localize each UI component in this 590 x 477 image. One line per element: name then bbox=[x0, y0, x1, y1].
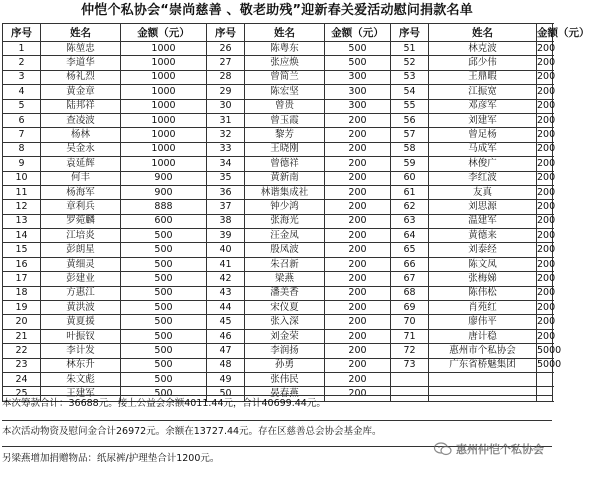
cell-amount: 900 bbox=[121, 185, 207, 199]
watermark-text: 惠州仲恺个私协会 bbox=[456, 443, 544, 456]
table-row bbox=[3, 85, 553, 99]
cell-amount: 1000 bbox=[121, 142, 207, 156]
cell-name: 孙勇 bbox=[245, 358, 325, 372]
cell-name: 友真 bbox=[429, 185, 537, 199]
cell-name: 刘金荣 bbox=[245, 329, 325, 343]
cell-name: 杨海军 bbox=[41, 185, 121, 199]
cell-name: 曾贵 bbox=[245, 99, 325, 113]
cell-no: 45 bbox=[207, 315, 245, 329]
cell-name: 王鼎暇 bbox=[429, 70, 537, 84]
table-row bbox=[3, 99, 553, 113]
cell-no: 9 bbox=[3, 157, 41, 171]
cell-name: 查凌波 bbox=[41, 113, 121, 127]
header-no: 序号 bbox=[3, 24, 41, 42]
summary-expense: 本次活动物资及慰问金合计26972元。余额在13727.44元。存在区慈善总会协会基金库。 bbox=[2, 426, 382, 437]
cell-no: 10 bbox=[3, 171, 41, 185]
cell-amount: 200 bbox=[325, 200, 391, 214]
cell-name: 陆邦祥 bbox=[41, 99, 121, 113]
cell-name: 廖伟平 bbox=[429, 315, 537, 329]
cell-name: 汪金凤 bbox=[245, 229, 325, 243]
table-row bbox=[3, 200, 553, 214]
cell-amount: 200 bbox=[537, 185, 553, 199]
cell-no: 54 bbox=[391, 85, 429, 99]
cell-no: 31 bbox=[207, 113, 245, 127]
cell-no: 59 bbox=[391, 157, 429, 171]
cell-no: 11 bbox=[3, 185, 41, 199]
cell-name: 陈文凤 bbox=[429, 257, 537, 271]
cell-no: 28 bbox=[207, 70, 245, 84]
cell-amount: 200 bbox=[325, 229, 391, 243]
table-header-row bbox=[3, 24, 553, 42]
cell-amount: 200 bbox=[325, 243, 391, 257]
table-row bbox=[3, 128, 553, 142]
cell-amount: 200 bbox=[325, 315, 391, 329]
cell-amount: 500 bbox=[121, 272, 207, 286]
cell-name: 黄新南 bbox=[245, 171, 325, 185]
cell-no: 16 bbox=[3, 257, 41, 271]
cell-name: 惠州市个私协会 bbox=[429, 344, 537, 358]
cell-amount: 300 bbox=[325, 85, 391, 99]
cell-name: 黄金章 bbox=[41, 85, 121, 99]
cell-amount: 5000 bbox=[537, 344, 553, 358]
header-name: 姓名 bbox=[41, 24, 121, 42]
cell-amount: 500 bbox=[121, 358, 207, 372]
cell-amount: 200 bbox=[537, 70, 553, 84]
cell-no: 63 bbox=[391, 214, 429, 228]
cell-no: 37 bbox=[207, 200, 245, 214]
cell-amount: 500 bbox=[325, 42, 391, 56]
cell-no: 43 bbox=[207, 286, 245, 300]
cell-name: 邱少伟 bbox=[429, 56, 537, 70]
header-name: 姓名 bbox=[429, 24, 537, 42]
cell-name: 何丰 bbox=[41, 171, 121, 185]
cell-name: 江培炎 bbox=[41, 229, 121, 243]
watermark bbox=[434, 441, 544, 457]
cell-name bbox=[429, 372, 537, 386]
cell-no: 19 bbox=[3, 301, 41, 315]
table-row bbox=[3, 171, 553, 185]
table-row bbox=[3, 42, 553, 56]
cell-name: 黄夏援 bbox=[41, 315, 121, 329]
cell-no: 49 bbox=[207, 372, 245, 386]
cell-no: 25 bbox=[3, 387, 41, 401]
cell-amount: 300 bbox=[325, 99, 391, 113]
cell-name: 刘思源 bbox=[429, 200, 537, 214]
header-amount: 金额（元） bbox=[537, 24, 553, 42]
cell-no: 7 bbox=[3, 128, 41, 142]
cell-no: 39 bbox=[207, 229, 245, 243]
cell-no: 42 bbox=[207, 272, 245, 286]
table-row bbox=[3, 344, 553, 358]
cell-amount: 200 bbox=[325, 113, 391, 127]
cell-name: 刘泰经 bbox=[429, 243, 537, 257]
divider bbox=[2, 420, 552, 421]
cell-name: 罗菀麟 bbox=[41, 214, 121, 228]
cell-no bbox=[391, 372, 429, 386]
wechat-icon bbox=[434, 442, 452, 456]
cell-amount: 1000 bbox=[121, 42, 207, 56]
cell-no: 62 bbox=[391, 200, 429, 214]
cell-name: 陈粤东 bbox=[245, 42, 325, 56]
cell-amount: 200 bbox=[537, 42, 553, 56]
cell-name: 曾玉霞 bbox=[245, 113, 325, 127]
cell-no: 48 bbox=[207, 358, 245, 372]
cell-no: 61 bbox=[391, 185, 429, 199]
cell-amount: 1000 bbox=[121, 99, 207, 113]
cell-no: 67 bbox=[391, 272, 429, 286]
cell-name: 彭建业 bbox=[41, 272, 121, 286]
cell-amount: 200 bbox=[537, 272, 553, 286]
cell-no: 53 bbox=[391, 70, 429, 84]
cell-amount: 200 bbox=[537, 99, 553, 113]
cell-amount: 500 bbox=[121, 329, 207, 343]
cell-no: 72 bbox=[391, 344, 429, 358]
cell-no: 52 bbox=[391, 56, 429, 70]
cell-name: 黎芳 bbox=[245, 128, 325, 142]
cell-name: 晏春燕 bbox=[245, 387, 325, 401]
cell-name: 肖苑红 bbox=[429, 301, 537, 315]
cell-name: 梁燕 bbox=[245, 272, 325, 286]
cell-no: 46 bbox=[207, 329, 245, 343]
cell-no: 22 bbox=[3, 344, 41, 358]
table-row bbox=[3, 113, 553, 127]
divider bbox=[2, 395, 552, 396]
cell-amount: 200 bbox=[325, 372, 391, 386]
cell-name: 黄细灵 bbox=[41, 257, 121, 271]
cell-no: 6 bbox=[3, 113, 41, 127]
cell-amount: 200 bbox=[537, 157, 553, 171]
table-row bbox=[3, 301, 553, 315]
cell-no: 1 bbox=[3, 42, 41, 56]
cell-name: 李道华 bbox=[41, 56, 121, 70]
cell-amount: 1000 bbox=[121, 85, 207, 99]
cell-no: 18 bbox=[3, 286, 41, 300]
table-row bbox=[3, 229, 553, 243]
cell-name: 温建军 bbox=[429, 214, 537, 228]
cell-amount: 500 bbox=[121, 372, 207, 386]
cell-amount: 200 bbox=[325, 272, 391, 286]
cell-amount: 200 bbox=[325, 387, 391, 401]
cell-amount: 200 bbox=[325, 329, 391, 343]
cell-name: 广东省桥魅集团 bbox=[429, 358, 537, 372]
cell-no: 15 bbox=[3, 243, 41, 257]
table-row bbox=[3, 70, 553, 84]
cell-no: 50 bbox=[207, 387, 245, 401]
cell-amount: 200 bbox=[537, 56, 553, 70]
cell-no: 4 bbox=[3, 85, 41, 99]
cell-no: 5 bbox=[3, 99, 41, 113]
cell-no: 71 bbox=[391, 329, 429, 343]
cell-no: 29 bbox=[207, 85, 245, 99]
cell-no: 33 bbox=[207, 142, 245, 156]
cell-amount: 200 bbox=[537, 113, 553, 127]
cell-name: 曾简兰 bbox=[245, 70, 325, 84]
cell-no: 14 bbox=[3, 229, 41, 243]
cell-amount: 200 bbox=[325, 301, 391, 315]
cell-amount: 200 bbox=[537, 315, 553, 329]
cell-name: 江振宽 bbox=[429, 85, 537, 99]
cell-name: 彭朗星 bbox=[41, 243, 121, 257]
cell-name: 吴金永 bbox=[41, 142, 121, 156]
cell-name: 张海光 bbox=[245, 214, 325, 228]
cell-no: 58 bbox=[391, 142, 429, 156]
cell-name: 方惠江 bbox=[41, 286, 121, 300]
cell-no: 17 bbox=[3, 272, 41, 286]
cell-no: 12 bbox=[3, 200, 41, 214]
cell-amount: 200 bbox=[537, 257, 553, 271]
cell-no: 32 bbox=[207, 128, 245, 142]
donation-table-body bbox=[3, 24, 590, 402]
cell-amount: 200 bbox=[537, 301, 553, 315]
cell-name: 邓彦军 bbox=[429, 99, 537, 113]
cell-name: 陈宏坚 bbox=[245, 85, 325, 99]
cell-amount: 888 bbox=[121, 200, 207, 214]
cell-name: 袁延辉 bbox=[41, 157, 121, 171]
summary-total: 本次筹款合计：36688元。接上公益会余额4011.44元，合计40699.44元。 bbox=[2, 398, 326, 409]
cell-no: 41 bbox=[207, 257, 245, 271]
cell-amount: 600 bbox=[121, 214, 207, 228]
cell-amount: 200 bbox=[537, 200, 553, 214]
cell-no: 2 bbox=[3, 56, 41, 70]
header-no: 序号 bbox=[391, 24, 429, 42]
cell-amount: 200 bbox=[537, 214, 553, 228]
cell-amount: 200 bbox=[325, 142, 391, 156]
table-row bbox=[3, 257, 553, 271]
cell-name: 潘美香 bbox=[245, 286, 325, 300]
cell-name: 朱文彪 bbox=[41, 372, 121, 386]
cell-amount: 200 bbox=[325, 358, 391, 372]
cell-name: 张入深 bbox=[245, 315, 325, 329]
cell-no: 21 bbox=[3, 329, 41, 343]
cell-no: 34 bbox=[207, 157, 245, 171]
table-row bbox=[3, 372, 553, 386]
cell-no: 38 bbox=[207, 214, 245, 228]
cell-name: 唐计稳 bbox=[429, 329, 537, 343]
cell-name: 曾足杨 bbox=[429, 128, 537, 142]
table-row bbox=[3, 358, 553, 372]
cell-amount: 1000 bbox=[121, 56, 207, 70]
cell-name: 马成军 bbox=[429, 142, 537, 156]
table-row bbox=[3, 185, 553, 199]
cell-name: 朱召新 bbox=[245, 257, 325, 271]
table-row bbox=[3, 272, 553, 286]
cell-amount: 200 bbox=[537, 142, 553, 156]
cell-name: 张梅娣 bbox=[429, 272, 537, 286]
cell-amount: 500 bbox=[121, 301, 207, 315]
cell-amount: 500 bbox=[121, 286, 207, 300]
cell-amount: 200 bbox=[537, 85, 553, 99]
cell-no: 64 bbox=[391, 229, 429, 243]
cell-amount: 5000 bbox=[537, 358, 553, 372]
cell-amount: 200 bbox=[325, 171, 391, 185]
cell-amount: 500 bbox=[121, 315, 207, 329]
cell-name: 李计发 bbox=[41, 344, 121, 358]
cell-amount bbox=[537, 372, 553, 386]
cell-name: 殷凤波 bbox=[245, 243, 325, 257]
table-row bbox=[3, 56, 553, 70]
cell-amount: 200 bbox=[325, 157, 391, 171]
cell-no: 35 bbox=[207, 171, 245, 185]
cell-no: 26 bbox=[207, 42, 245, 56]
header-no: 序号 bbox=[207, 24, 245, 42]
cell-name: 黄洪波 bbox=[41, 301, 121, 315]
cell-no: 55 bbox=[391, 99, 429, 113]
cell-name: 王建军 bbox=[41, 387, 121, 401]
cell-no: 47 bbox=[207, 344, 245, 358]
cell-amount: 200 bbox=[537, 329, 553, 343]
header-name: 姓名 bbox=[245, 24, 325, 42]
cell-no: 30 bbox=[207, 99, 245, 113]
cell-amount: 1000 bbox=[121, 113, 207, 127]
cell-amount: 900 bbox=[121, 171, 207, 185]
cell-name: 陈堃忠 bbox=[41, 42, 121, 56]
cell-no: 40 bbox=[207, 243, 245, 257]
cell-no: 68 bbox=[391, 286, 429, 300]
cell-amount: 200 bbox=[537, 229, 553, 243]
cell-no: 60 bbox=[391, 171, 429, 185]
cell-amount: 200 bbox=[325, 185, 391, 199]
cell-amount: 1000 bbox=[121, 70, 207, 84]
cell-amount: 200 bbox=[537, 286, 553, 300]
cell-amount: 200 bbox=[325, 344, 391, 358]
cell-amount: 1000 bbox=[121, 157, 207, 171]
cell-name: 陈伟松 bbox=[429, 286, 537, 300]
cell-amount: 300 bbox=[325, 70, 391, 84]
cell-no: 51 bbox=[391, 42, 429, 56]
cell-name: 叶振钗 bbox=[41, 329, 121, 343]
cell-amount: 500 bbox=[121, 344, 207, 358]
table-row bbox=[3, 142, 553, 156]
cell-no: 70 bbox=[391, 315, 429, 329]
cell-amount: 200 bbox=[325, 286, 391, 300]
cell-no: 36 bbox=[207, 185, 245, 199]
cell-no: 57 bbox=[391, 128, 429, 142]
cell-name: 杨林 bbox=[41, 128, 121, 142]
cell-no: 3 bbox=[3, 70, 41, 84]
cell-name: 刘建军 bbox=[429, 113, 537, 127]
cell-amount: 200 bbox=[325, 128, 391, 142]
page-title: 仲恺个私协会“崇尚慈善 、敬老助残”迎新春关爱活动慰问捐款名单 bbox=[81, 3, 473, 18]
header-amount: 金额（元） bbox=[325, 24, 391, 42]
cell-no: 66 bbox=[391, 257, 429, 271]
cell-name: 林克波 bbox=[429, 42, 537, 56]
cell-name: 钟少鸿 bbox=[245, 200, 325, 214]
cell-amount: 200 bbox=[325, 257, 391, 271]
table-row bbox=[3, 157, 553, 171]
header-amount: 金额（元） bbox=[121, 24, 207, 42]
table-row bbox=[3, 214, 553, 228]
cell-name: 曾德祥 bbox=[245, 157, 325, 171]
cell-no: 69 bbox=[391, 301, 429, 315]
cell-amount: 200 bbox=[537, 243, 553, 257]
cell-amount: 200 bbox=[537, 128, 553, 142]
cell-no: 13 bbox=[3, 214, 41, 228]
summary-extra-donation: 另梁燕增加捐赠物品：纸尿裤/护理垫合计1200元。 bbox=[2, 453, 220, 464]
cell-no: 27 bbox=[207, 56, 245, 70]
cell-amount: 500 bbox=[325, 56, 391, 70]
cell-amount: 500 bbox=[121, 257, 207, 271]
cell-name: 王晓刚 bbox=[245, 142, 325, 156]
donation-table bbox=[2, 23, 590, 402]
cell-name: 林俊广 bbox=[429, 157, 537, 171]
cell-amount: 200 bbox=[537, 171, 553, 185]
cell-no: 20 bbox=[3, 315, 41, 329]
cell-no: 56 bbox=[391, 113, 429, 127]
cell-name: 李红波 bbox=[429, 171, 537, 185]
cell-no: 65 bbox=[391, 243, 429, 257]
cell-no: 23 bbox=[3, 358, 41, 372]
table-row bbox=[3, 315, 553, 329]
cell-no: 24 bbox=[3, 372, 41, 386]
cell-name: 李润扬 bbox=[245, 344, 325, 358]
cell-name: 黄德来 bbox=[429, 229, 537, 243]
cell-no: 73 bbox=[391, 358, 429, 372]
cell-name: 林谐集成社 bbox=[245, 185, 325, 199]
cell-name: 林东升 bbox=[41, 358, 121, 372]
cell-name: 张应焕 bbox=[245, 56, 325, 70]
cell-amount: 500 bbox=[121, 229, 207, 243]
table-row bbox=[3, 286, 553, 300]
cell-no: 8 bbox=[3, 142, 41, 156]
cell-amount: 500 bbox=[121, 243, 207, 257]
cell-amount: 500 bbox=[121, 387, 207, 401]
cell-amount: 200 bbox=[325, 214, 391, 228]
cell-name: 张伟民 bbox=[245, 372, 325, 386]
table-row bbox=[3, 329, 553, 343]
cell-amount: 1000 bbox=[121, 128, 207, 142]
cell-name: 杨礼烈 bbox=[41, 70, 121, 84]
cell-name: 宋仪夏 bbox=[245, 301, 325, 315]
cell-name: 章利兵 bbox=[41, 200, 121, 214]
cell-no: 44 bbox=[207, 301, 245, 315]
table-row bbox=[3, 243, 553, 257]
